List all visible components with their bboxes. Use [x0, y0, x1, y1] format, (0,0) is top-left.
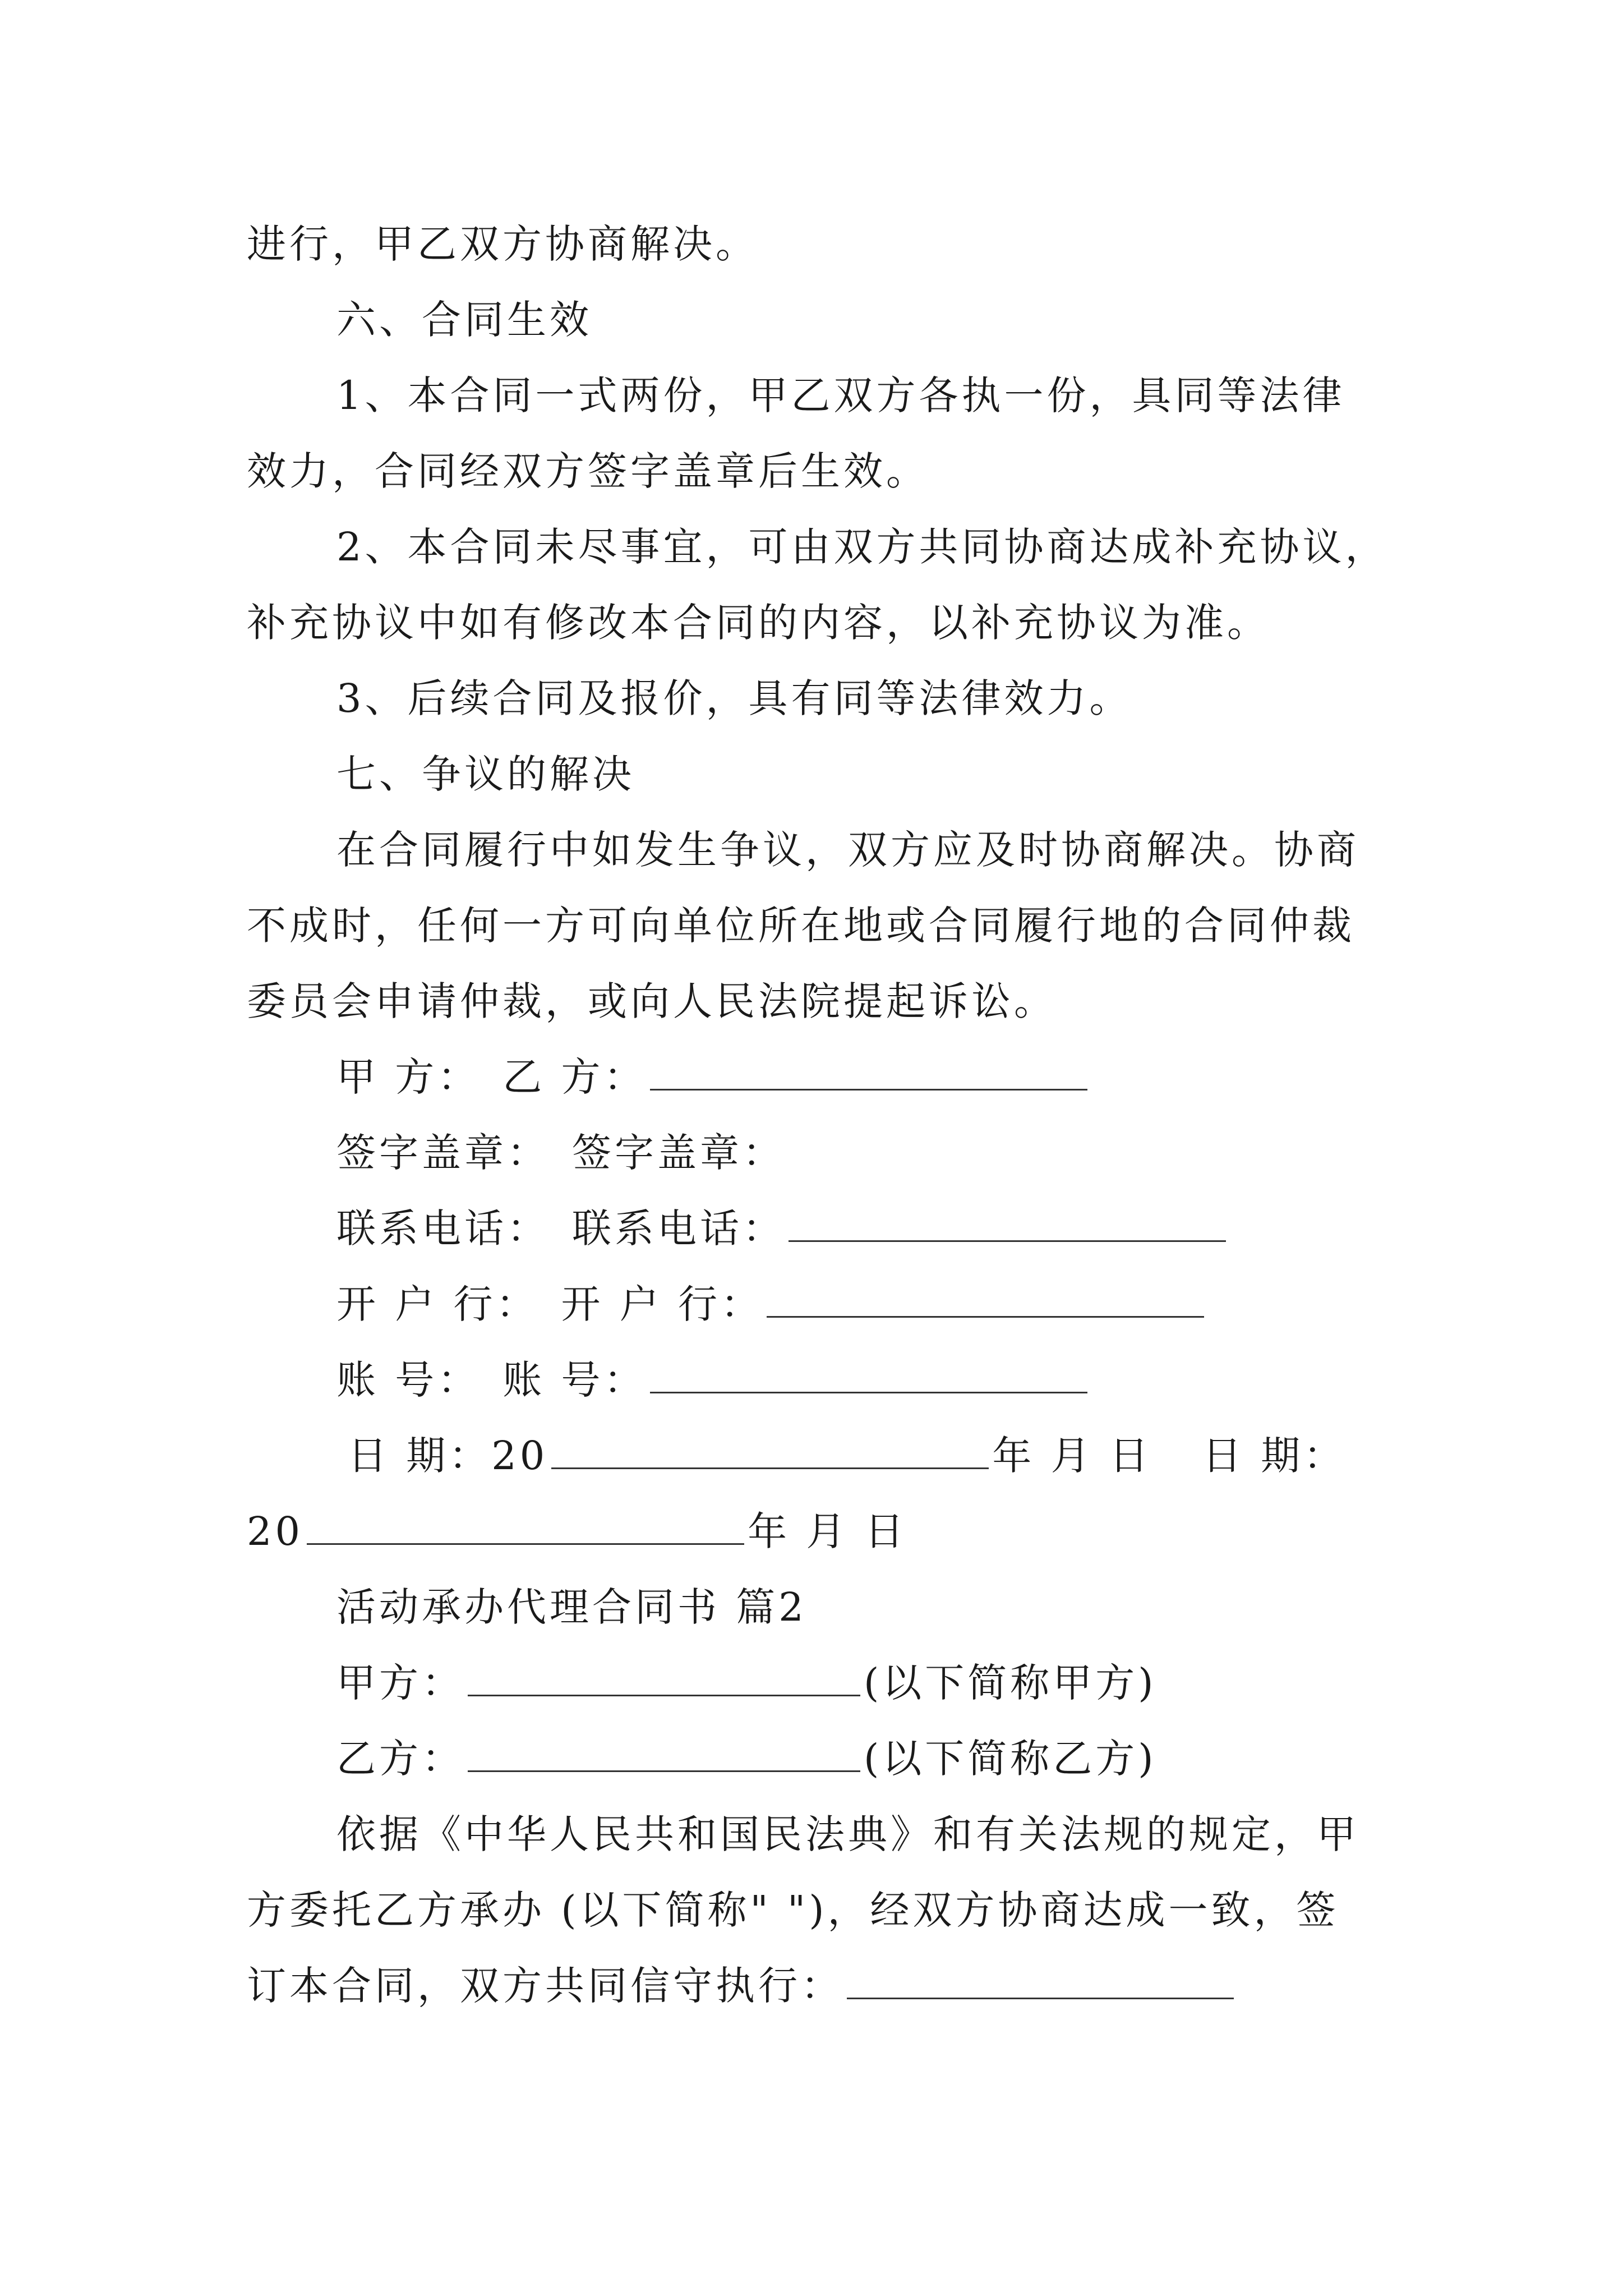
section-heading: 六、合同生效 — [336, 297, 592, 343]
text-line: 2、本合同未尽事宜，可由双方共同协商达成补充协议， — [336, 524, 1388, 570]
section2-title: 活动承办代理合同书 篇2 — [336, 1584, 807, 1630]
text-line: 3、后续合同及报价，具有同等法律效力。 — [336, 675, 1132, 721]
bank-b-blank — [767, 1277, 1204, 1318]
phone-a-label: 联系电话： — [336, 1205, 550, 1251]
date-a-blank — [551, 1428, 989, 1469]
party-b-label: 乙 方： — [502, 1054, 647, 1100]
seal-a-label: 签字盖章： — [336, 1130, 550, 1176]
signature-date-row — [348, 1428, 1346, 1484]
bank-a-label: 开 户 行： — [336, 1281, 539, 1327]
text-line: 方委托乙方承办 (以下简称" ")，经双方协商达成一致，签 — [247, 1887, 1339, 1933]
date-a-label: 日 期：20 — [348, 1433, 548, 1479]
bank-b-label: 开 户 行： — [561, 1281, 764, 1327]
text-line: 不成时，任何一方可向单位所在地或合同履行地的合同仲裁 — [247, 903, 1355, 949]
text-line: 依据《中华人民共和国民法典》和有关法规的规定，甲 — [336, 1811, 1359, 1857]
date-a-suffix: 年 月 日 — [992, 1433, 1152, 1479]
section2-party-a-row — [336, 1655, 1157, 1711]
section2-party-a-note: (以下简称甲方) — [864, 1660, 1157, 1706]
party-a-label: 甲 方： — [336, 1054, 481, 1100]
account-b-blank — [650, 1352, 1087, 1393]
signature-bank-row — [336, 1276, 1207, 1332]
section2-party-b-note: (以下简称乙方) — [864, 1736, 1157, 1782]
date-b-prefix: 20 — [247, 1508, 304, 1554]
date-b-label: 日 期： — [1202, 1433, 1347, 1479]
section2-para-line3 — [247, 1958, 1237, 2014]
seal-b-label: 签字盖章： — [572, 1130, 785, 1176]
account-b-label: 账 号： — [502, 1357, 647, 1403]
section2-party-b-blank — [468, 1731, 860, 1772]
section2-execution-blank — [847, 1958, 1234, 1999]
account-a-label: 账 号： — [336, 1357, 481, 1403]
signature-party-row — [336, 1049, 1091, 1105]
phone-b-blank — [789, 1201, 1226, 1242]
date-b-suffix: 年 月 日 — [748, 1508, 907, 1554]
signature-phone-row — [336, 1200, 1229, 1257]
section2-party-b-row — [336, 1731, 1157, 1787]
phone-b-label: 联系电话： — [572, 1205, 785, 1251]
section2-party-a-label: 甲方： — [336, 1660, 464, 1706]
text-line: 效力，合同经双方签字盖章后生效。 — [247, 448, 929, 494]
text-line: 进行，甲乙双方协商解决。 — [247, 221, 758, 267]
section-heading: 七、争议的解决 — [336, 751, 635, 797]
signature-seal-row — [336, 1125, 785, 1181]
section2-party-b-label: 乙方： — [336, 1736, 464, 1782]
text-line: 补充协议中如有修改本合同的内容，以补充协议为准。 — [247, 600, 1270, 646]
signature-date-row-2 — [247, 1503, 907, 1559]
text-line: 在合同履行中如发生争议，双方应及时协商解决。协商 — [336, 827, 1359, 873]
date-b-blank — [307, 1504, 744, 1545]
text-line: 订本合同，双方共同信守执行： — [247, 1963, 843, 2009]
party-b-blank — [650, 1050, 1087, 1091]
section2-party-a-blank — [468, 1655, 860, 1696]
text-line: 1、本合同一式两份，甲乙双方各执一份，具同等法律 — [336, 372, 1345, 418]
signature-account-row — [336, 1352, 1091, 1408]
text-line: 委员会申请仲裁，或向人民法院提起诉讼。 — [247, 978, 1057, 1024]
